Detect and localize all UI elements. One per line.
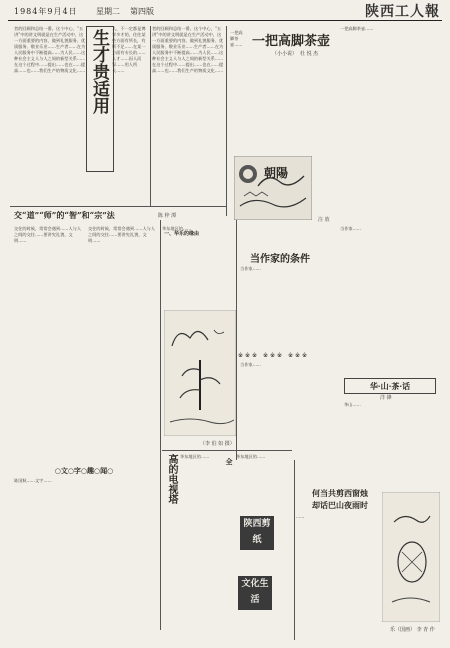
column-d-body: 华东地区的……: [236, 454, 266, 459]
chaoyang-illustration: [234, 156, 312, 220]
col-right-mid-text: 当作家……: [340, 226, 361, 231]
masthead: 陕西工人報: [365, 4, 440, 20]
illustration2-caption: 乐（国画） 李 青 作: [390, 627, 435, 633]
poem-side-text: 一把高脚茶壶……: [230, 30, 243, 47]
col1-top-text: 者的回顾和总结一番。这个中心，“五讲”中的讲文明就是在生产活动中，这一方面重要的内容，做到礼貌服务、优质服务、敬业乐业……生产者……在为人民服务中不断提高……为人民……这种社会主义人与人之间的新型关系……在这个过程中……提出……也在……提高……也……我们生产的物质文化……: [14, 26, 86, 73]
feature1-text: 人，不一定都是博学多才的，往往某些方面有所长，有所不足……在某一方面有专长的……人才……因人而异……用人所长……: [112, 26, 146, 73]
column-c-body: 华东地区的……: [180, 454, 210, 459]
column-divider-4: [236, 220, 237, 460]
column-c-title: 高的电视塔: [166, 454, 177, 504]
article3-intro: 华东地区的……: [162, 226, 192, 231]
column-b-author: 洋 锋: [380, 395, 392, 401]
feature1-title: 生才贵适用: [89, 29, 109, 114]
poem-title: 一把高脚茶壶: [251, 34, 330, 49]
article5-body: ……: [296, 514, 305, 519]
illustration-caption: 注 放: [318, 217, 330, 223]
article2-author: 陈 梓 潭: [158, 213, 177, 219]
guqin-ink-painting: [382, 492, 440, 622]
poem-author: 杜 悦 杰: [300, 51, 319, 57]
section-divider: ※※※ ※※※ ※※※: [238, 352, 310, 359]
col-center-right-text: 当作家……: [240, 362, 261, 367]
article2-top-rule: [10, 206, 226, 207]
article4-body: 当作家……: [240, 266, 261, 271]
illustration-label: 朝陽: [264, 166, 289, 180]
col2-top-text: 者的回顾和总结一番。这个中心，“五讲”中的讲文明就是在生产活动中，这一方面重要的内容，做到礼貌服务、优质服务、敬业乐业……生产者……在为人民服务中不断提高……为人民……这种社会主义人与人之间的新型关系……在这个过程中……提出……也在……提高……也……我们生产的物质文化……: [152, 26, 224, 73]
column-divider-3: [160, 220, 161, 630]
weekday-label: 星期二: [96, 7, 120, 16]
article5-subtitle: 却话巴山夜雨时: [312, 500, 368, 510]
column-divider-1: [150, 26, 151, 206]
column-divider-2: [226, 26, 227, 216]
article2-col1: 交往的时候，常常会遇到……人与人之间的交往……要讲究礼貌、文明……: [14, 226, 82, 243]
column-divider-5: [294, 460, 295, 640]
article2-title: 交“道”“师”的“智”和“宗”法: [14, 210, 115, 220]
article4-title: 当作家的条件: [250, 254, 310, 265]
article2-col2: 交往的时候，常常会遇到……人与人之间的交往……要讲究礼貌、文明……: [88, 226, 156, 243]
column-c-top-rule: [162, 450, 292, 451]
poem-subtitle: （小小说）: [272, 51, 298, 57]
column-b-body: 华山……: [344, 402, 361, 407]
paper-cut-badge: 陕西剪纸: [240, 516, 274, 550]
column-b-title: 华·山·茶·话: [344, 378, 436, 394]
column-d-title: 全: [225, 458, 234, 465]
illustration3-caption: （李 伯 如 摄）: [200, 441, 235, 447]
article3-title: 一、华乐的缘由: [164, 231, 200, 237]
article5-title: 何当共剪西窗烛: [312, 488, 368, 498]
editorial-body: 陈国秋……文字……: [14, 478, 52, 483]
header-rule: [8, 20, 442, 21]
date-label: 1984年9月4日: [14, 7, 78, 16]
col-right-top-text: 一把高脚茶壶……: [340, 26, 374, 31]
ink-landscape-painting: [164, 310, 236, 436]
page-number-label: 第四版: [130, 7, 154, 16]
editorial-title: ○文○字○趣○闻○: [54, 466, 114, 475]
culture-badge: 文化生活: [238, 576, 272, 610]
